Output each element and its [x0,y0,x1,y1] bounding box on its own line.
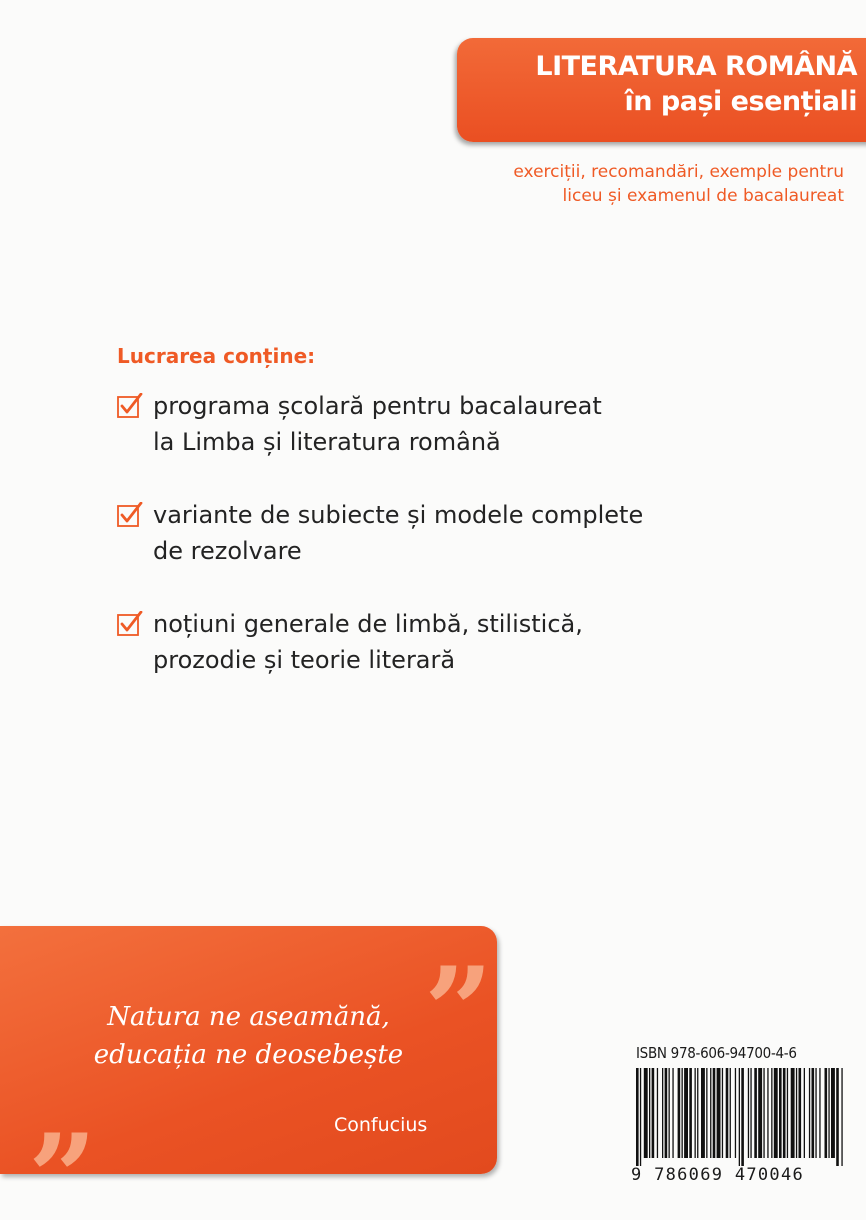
book-title: LITERATURA ROMÂNĂ [535,51,857,82]
barcode-bar [771,1068,772,1158]
barcode-bar [722,1068,723,1158]
barcode-bar [665,1068,668,1158]
barcode-bar [636,1068,639,1166]
barcode-bar [695,1068,696,1158]
barcode-bar [669,1068,670,1158]
list-item [117,606,817,678]
barcode-bar [713,1068,716,1158]
barcode-bar [689,1068,692,1158]
barcode-bar [809,1068,810,1158]
quote-author: Confucius [334,1114,428,1136]
barcode-bar [796,1068,797,1158]
barcode-bar [758,1068,762,1158]
barcode-bar [779,1068,782,1158]
barcode-bar [763,1068,764,1158]
barcode-bar [706,1068,707,1158]
book-description [513,160,844,208]
isbn-label: ISBN 978-606-94700-4-6 [636,1044,797,1062]
barcode-bar [735,1068,736,1158]
barcode-bar [787,1068,788,1158]
barcode-bar [754,1068,757,1158]
barcode-bar [684,1068,688,1158]
barcode-bar [697,1068,698,1158]
list-item-text: variante de subiecte și modele complete de rezolvare [153,501,644,565]
barcode-bar [750,1068,751,1158]
barcode-bar [828,1068,829,1158]
book-subtitle: în pași esențiali [624,86,857,117]
list-item-text: noțiuni generale de limbă, stilistică, prozodie și teorie literară [153,610,583,674]
quote-box [0,926,497,1180]
list-item-text: programa școlară pentru bacalaureat la Limba și literatura română [153,392,602,456]
barcode-bar [640,1068,641,1166]
barcode-bar [739,1068,740,1166]
barcode-bar [819,1068,820,1158]
list-item [117,497,817,569]
list-item [117,388,817,460]
barcode-bar [825,1068,828,1158]
barcode-bar [804,1068,805,1158]
barcode-bar [836,1068,839,1166]
barcode-digits: 9 786069 470046 [631,1165,805,1185]
barcode-bar [730,1068,731,1158]
barcode-bar [672,1068,673,1158]
description-line-1: exerciții, recomandări, exemple pentru [513,162,844,182]
barcode-bar [815,1068,816,1158]
description-line-2: liceu și examenul de bacalaureat [562,186,844,206]
barcode-bar [649,1068,650,1158]
title-box [457,38,866,142]
barcode-icon [636,1068,844,1166]
barcode-bar [717,1068,721,1158]
barcode-bar [783,1068,786,1158]
barcode-bar [710,1068,711,1158]
barcode-bar [812,1068,815,1158]
barcode-bar [831,1068,835,1158]
checkbox-checked-icon [117,502,143,528]
barcode-bar [774,1068,778,1158]
barcode-bar [799,1068,802,1158]
barcode-bar [748,1068,749,1158]
contents-heading: Lucrarea conține: [117,344,316,368]
closing-quote-icon: ” [424,941,494,1082]
barcode-bar [644,1068,648,1158]
barcode-bar [726,1068,729,1158]
checkbox-checked-icon [117,611,143,637]
barcode-bar [701,1068,705,1158]
quote-text: Natura ne aseamănă, educația ne deosebește [93,1002,404,1070]
barcode-bar [741,1068,744,1166]
barcode-bar [841,1068,842,1166]
checkbox-checked-icon [117,393,143,419]
barcode-bar [767,1068,768,1158]
opening-quote-icon: „ [30,1039,100,1180]
barcode-bar [662,1068,663,1158]
barcode-bar [791,1068,795,1158]
barcode-bar [652,1068,655,1158]
barcode-bar [657,1068,658,1158]
barcode-bar [682,1068,683,1158]
contents-list [117,388,817,715]
barcode-bar [678,1068,681,1158]
